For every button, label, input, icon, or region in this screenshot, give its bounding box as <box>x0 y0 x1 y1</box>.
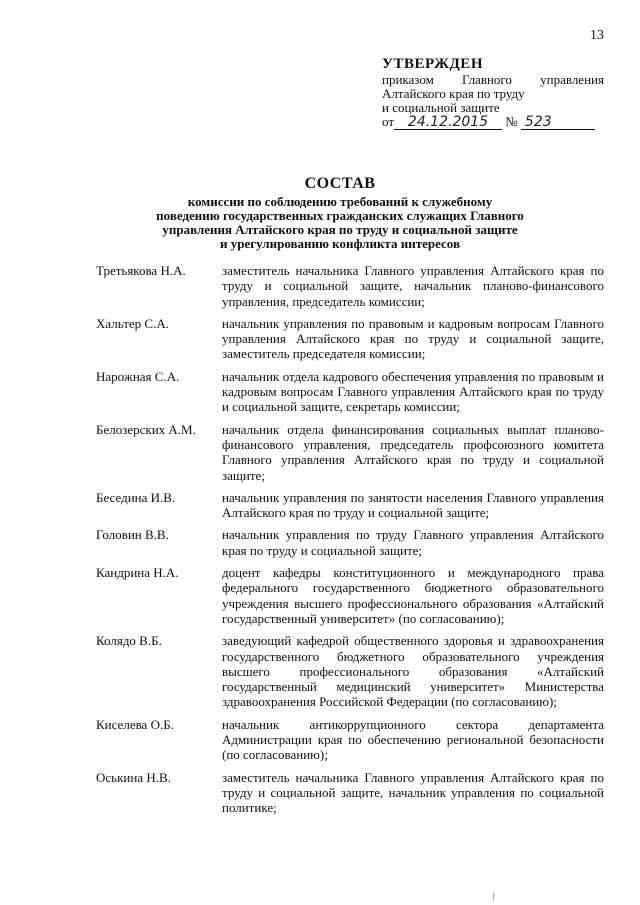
approval-line-1-word-3: управления <box>540 72 604 87</box>
member-row <box>96 369 604 415</box>
member-row <box>96 527 604 558</box>
member-name: Киселева О.Б. <box>96 716 174 732</box>
member-row <box>96 770 604 816</box>
member-row <box>96 422 604 483</box>
page-number: 13 <box>590 28 604 43</box>
member-role: заведующий кафедрой общественного здоровья и здравоохранения государственного бюджетного образовательного учреждения высшего профессионального образования «Алтайский государственный медицинский университет» Министерства здравоохранения Российской Федерации (по согласованию); <box>222 633 604 710</box>
approval-date-line <box>382 115 604 130</box>
handwritten-date: 24.12.2015 <box>394 115 502 130</box>
approval-line-1 <box>382 73 604 87</box>
title-subtitle <box>100 195 580 251</box>
handwritten-order-number: 523 <box>521 115 595 130</box>
approval-heading: УТВЕРЖДЕН <box>382 56 483 72</box>
member-role: заместитель начальника Главного управления Алтайского края по труду и социальной защите, начальник управления по социальной политике; <box>222 769 604 816</box>
approval-line-3: и социальной защите <box>382 100 500 115</box>
member-name: Оськина Н.В. <box>96 769 171 785</box>
member-row <box>96 316 604 362</box>
member-row <box>96 717 604 763</box>
member-name: Кандрина Н.А. <box>96 565 179 581</box>
title-main: СОСТАВ <box>304 175 376 192</box>
scan-mark <box>493 893 494 900</box>
title-sub-line: комиссии по соблюдению требований к служебному <box>187 194 493 209</box>
member-role: начальник антикоррупционного сектора департамента Администрации края по обеспечению региональной безопасности (по согласованию); <box>222 716 604 763</box>
member-name: Головин В.В. <box>96 527 169 543</box>
approval-line-1-word-1: приказом <box>382 72 434 87</box>
member-row <box>96 633 604 709</box>
title-sub-line: поведению государственных гражданских служащих Главного <box>156 208 524 223</box>
member-role: начальник управления по правовым и кадровым вопросам Главного управления Алтайского края по труду и социальной защите, заместитель председателя комиссии; <box>222 315 604 362</box>
member-row <box>96 565 604 626</box>
member-name: Белозерских А.М. <box>96 421 196 437</box>
title-sub-line: и урегулированию конфликта интересов <box>219 236 460 251</box>
document-title <box>100 175 580 251</box>
date-prefix: от <box>382 114 395 129</box>
member-name: Третьякова Н.А. <box>96 263 186 278</box>
approval-line-2: Алтайского края по труду <box>382 86 525 101</box>
member-name: Нарожная С.А. <box>96 368 180 384</box>
member-role: заместитель начальника Главного управления Алтайского края по труду и социальной защите, начальник планово-финансового управления, председатель комиссии; <box>222 263 604 309</box>
title-sub-line: управления Алтайского края по труду и социальной защите <box>162 222 518 237</box>
number-sign: № <box>505 114 518 129</box>
member-role: доцент кафедры конституционного и международного права федерального государственного бюджетного образовательного учреждения высшего профессионального образования «Алтайский государственный университет» (по согласованию); <box>222 565 604 626</box>
member-role: начальник управления по занятости населения Главного управления Алтайского края по труду и социальной защите; <box>222 489 604 521</box>
member-row <box>96 490 604 521</box>
member-role: начальник отдела финансирования социальных выплат планово-финансового управления, председатель профсоюзного комитета Главного управления Алтайского края по труду и социальной защите; <box>222 421 604 483</box>
approval-stamp <box>382 57 604 130</box>
members-list <box>96 263 604 823</box>
member-role: начальник управления по труду Главного управления Алтайского края по труду и социальной защите; <box>222 527 604 558</box>
member-name: Беседина И.В. <box>96 489 176 505</box>
approval-line-1-word-2: Главного <box>462 72 512 87</box>
member-row <box>96 263 604 309</box>
member-name: Колядо В.Б. <box>96 633 162 649</box>
member-role: начальник отдела кадрового обеспечения управления по правовым и кадровым вопросам Главного управления Алтайского края по труду и социальной защите, секретарь комиссии; <box>222 368 604 415</box>
member-name: Хальтер С.А. <box>96 315 169 331</box>
